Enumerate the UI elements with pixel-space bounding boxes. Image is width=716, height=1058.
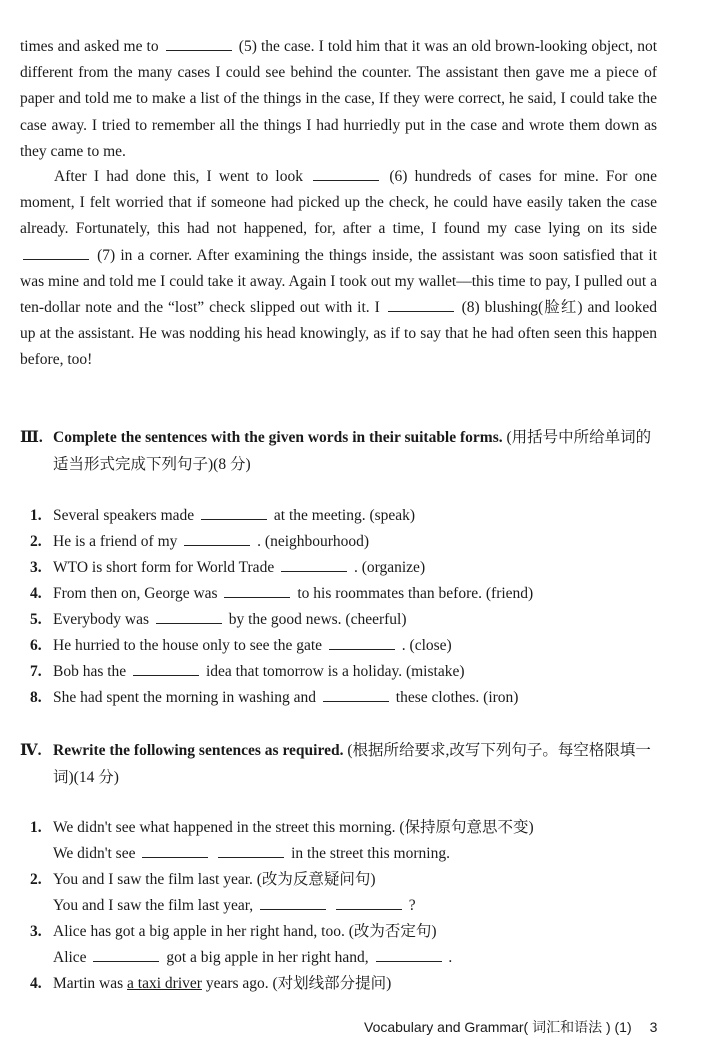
footer-title: Vocabulary and Grammar( 词汇和语法 ) (1) <box>364 1019 632 1035</box>
section-note: (根据所给要求,改写下列句子。每空格限填一词)(14 分) <box>53 742 651 786</box>
answer-blank[interactable] <box>218 843 284 858</box>
text-segment: (5) the case. I told him that it was an old brown-looking object, not different from the many cases I could see behind the counter. The assistant then gave me a piece of paper and told me to make a list of the things in the case, If they were correct, he said, I could take the case away. I tried to remember all the things I had hurriedly put in the case and wrote them down as they came to me. <box>20 38 657 160</box>
text-segment: He is a friend of my <box>53 533 178 550</box>
text-segment: Alice <box>53 949 87 966</box>
list-item <box>30 815 670 841</box>
list-item <box>30 633 670 659</box>
item-prompt: years ago. (对划线部分提问) <box>201 975 392 992</box>
text-segment: times and asked me to <box>20 38 159 55</box>
list-item <box>30 607 670 633</box>
item-number: 7. <box>30 663 42 680</box>
item-prompt: Alice has got a big apple in her right hand, too. (改为否定句) <box>53 923 437 940</box>
text-segment: . (neighbourhood) <box>257 533 370 550</box>
text-segment: . (close) <box>401 637 452 654</box>
section-4-list <box>30 815 670 997</box>
item-number: 2. <box>30 871 42 888</box>
list-item <box>30 919 670 945</box>
answer-line <box>30 893 670 919</box>
text-segment: (7) in a corner. After examining the things inside, the assistant was soon satisfied that it was mine and told me I could take it away. Again I took out my wallet—this time to pay, I pulled out a ten-dollar note and the “lost” check slipped out with it. I <box>20 246 658 317</box>
answer-blank[interactable] <box>142 843 208 858</box>
section-3-list <box>30 503 670 711</box>
list-item <box>30 685 670 711</box>
text-segment: After I had done this, I went to look <box>54 168 303 185</box>
answer-line <box>30 945 670 971</box>
text-segment: ? <box>408 897 416 914</box>
item-number: 1. <box>30 507 42 524</box>
item-number: 4. <box>30 585 42 602</box>
text-segment: by the good news. (cheerful) <box>228 611 407 628</box>
passage-paragraph-2 <box>20 164 657 374</box>
section-number: Ⅲ. <box>20 429 43 446</box>
text-segment: (6) hundreds of cases for mine. For one moment, I felt worried that if someone had picked up the check, he could have easily taken the case already. Fortunately, this had not happened, for, after a time, I found my case lying on its side <box>20 168 657 238</box>
answer-blank[interactable] <box>260 895 326 910</box>
item-prompt: You and I saw the film last year. (改为反意疑问句) <box>53 871 376 888</box>
item-number: 1. <box>30 819 42 836</box>
answer-blank[interactable] <box>313 166 379 181</box>
text-segment: He hurried to the house only to see the gate <box>53 637 323 654</box>
text-segment: . (organize) <box>353 559 426 576</box>
answer-line <box>30 841 670 867</box>
item-prompt: We didn't see what happened in the street this morning. (保持原句意思不变) <box>53 819 534 836</box>
answer-blank[interactable] <box>166 36 232 51</box>
section-3-heading <box>20 424 660 478</box>
answer-blank[interactable] <box>184 531 250 546</box>
list-item <box>30 529 670 555</box>
text-segment: Several speakers made <box>53 507 195 524</box>
list-item <box>30 971 670 997</box>
text-segment: We didn't see <box>53 845 136 862</box>
text-segment: to his roommates than before. (friend) <box>297 585 534 602</box>
text-segment: WTO is short form for World Trade <box>53 559 275 576</box>
answer-blank[interactable] <box>156 609 222 624</box>
section-title: Rewrite the following sentences as required. <box>53 742 344 759</box>
text-segment: these clothes. (iron) <box>395 689 519 706</box>
section-note: (用括号中所给单词的适当形式完成下列句子)(8 分) <box>53 429 652 473</box>
item-number: 3. <box>30 559 42 576</box>
section-number: Ⅳ. <box>20 742 42 759</box>
answer-blank[interactable] <box>201 505 267 520</box>
answer-blank[interactable] <box>23 245 89 260</box>
text-segment: Bob has the <box>53 663 127 680</box>
text-segment: You and I saw the film last year, <box>53 897 254 914</box>
answer-blank[interactable] <box>329 635 395 650</box>
answer-blank[interactable] <box>323 687 389 702</box>
list-item <box>30 555 670 581</box>
text-segment: in the street this morning. <box>291 845 450 862</box>
page-footer <box>364 1017 657 1037</box>
text-segment: at the meeting. (speak) <box>273 507 416 524</box>
item-number: 5. <box>30 611 42 628</box>
passage-paragraph-1 <box>20 34 657 165</box>
underlined-phrase: a taxi driver <box>127 975 202 992</box>
list-item <box>30 581 670 607</box>
answer-blank[interactable] <box>224 583 290 598</box>
section-title: Complete the sentences with the given words in their suitable forms. <box>53 429 503 446</box>
list-item <box>30 867 670 893</box>
answer-blank[interactable] <box>388 297 454 312</box>
answer-blank[interactable] <box>133 661 199 676</box>
item-number: 3. <box>30 923 42 940</box>
text-segment: (8) blushing(脸红) and looked up at the assistant. He was nodding his head knowingly, as if to say that he had often seen this happen before, too! <box>20 299 658 369</box>
answer-blank[interactable] <box>336 895 402 910</box>
answer-blank[interactable] <box>376 947 442 962</box>
item-number: 6. <box>30 637 42 654</box>
item-number: 8. <box>30 689 42 706</box>
list-item <box>30 659 670 685</box>
text-segment: idea that tomorrow is a holiday. (mistake) <box>205 663 465 680</box>
answer-blank[interactable] <box>281 557 347 572</box>
list-item <box>30 503 670 529</box>
item-number: 2. <box>30 533 42 550</box>
text-segment: got a big apple in her right hand, <box>166 949 369 966</box>
answer-blank[interactable] <box>93 947 159 962</box>
text-segment: She had spent the morning in washing and <box>53 689 317 706</box>
text-segment: From then on, George was <box>53 585 218 602</box>
item-number: 4. <box>30 975 42 992</box>
item-prompt: Martin was <box>53 975 128 992</box>
text-segment: Everybody was <box>53 611 149 628</box>
text-segment: . <box>448 949 453 966</box>
section-4-heading <box>20 737 660 791</box>
page-number: 3 <box>649 1019 658 1035</box>
